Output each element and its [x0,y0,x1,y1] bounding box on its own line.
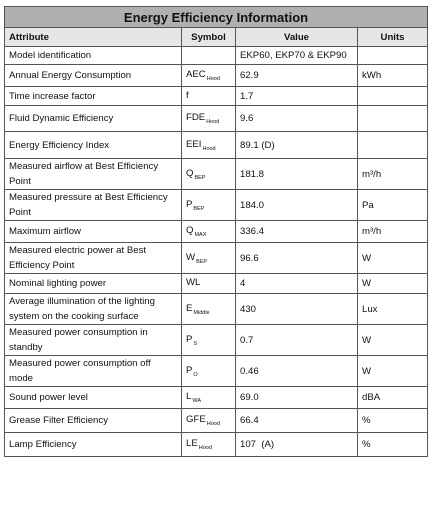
cell-attribute: Measured airflow at Best Efficiency Point [5,159,182,190]
cell-symbol [182,325,236,356]
header-attribute: Attribute [5,28,182,47]
table-body [5,47,428,457]
symbol-main: Q [186,167,194,179]
cell-units: W [358,356,428,387]
symbol-subscript: Middle [193,309,210,316]
cell-attribute: Measured pressure at Best Efficiency Point [5,190,182,221]
symbol-subscript: WA [192,398,201,404]
table-row [5,243,428,274]
cell-units: m³/h [358,221,428,243]
cell-symbol [182,243,236,274]
table-row [5,356,428,387]
header-symbol: Symbol [182,28,236,47]
symbol-main: FDE [186,112,206,123]
cell-attribute: Average illumination of the lighting system on the cooking surface [5,294,182,325]
symbol-subscript: Hood [206,119,220,125]
table-row [5,325,428,356]
cell-value: 62.9 [236,65,358,87]
cell-symbol [182,409,236,433]
symbol-subscript: BEP [194,174,206,181]
symbol-main: P [186,364,193,376]
cell-symbol [182,274,236,294]
cell-attribute: Sound power level [5,387,182,409]
cell-attribute: Measured power consumption in standby [5,325,182,356]
cell-attribute: Measured electric power at Best Efficiency Point [5,243,182,274]
cell-value: 0.46 [236,356,358,387]
header-value: Value [236,28,358,47]
table-row [5,159,428,190]
symbol-main: GFE [186,414,206,425]
cell-value: 4 [236,274,358,294]
table-row [5,294,428,325]
header-units: Units [358,28,428,47]
symbol-main: LE [186,438,198,449]
cell-value: 107 (A) [236,433,358,457]
cell-value: 336.4 [236,221,358,243]
cell-units [358,132,428,159]
cell-units: W [358,325,428,356]
cell-attribute: Annual Energy Consumption [5,65,182,87]
table-row [5,190,428,221]
cell-attribute: Model identification [5,47,182,65]
cell-units: % [358,409,428,433]
symbol-main: P [186,198,193,210]
cell-value: 66.4 [236,409,358,433]
symbol-main: Q [186,225,194,236]
cell-units: m³/h [358,159,428,190]
cell-attribute: Time increase factor [5,87,182,106]
table-row [5,387,428,409]
cell-units: Pa [358,190,428,221]
cell-symbol [182,65,236,87]
table-title: Energy Efficiency Information [5,7,428,28]
cell-symbol [182,221,236,243]
symbol-main: E [186,302,193,314]
symbol-main: W [186,251,196,263]
cell-value: 96.6 [236,243,358,274]
cell-symbol [182,87,236,106]
cell-attribute: Grease Filter Efficiency [5,409,182,433]
cell-attribute: Measured power consumption off mode [5,356,182,387]
cell-value: 0.7 [236,325,358,356]
cell-symbol [182,190,236,221]
cell-attribute: Maximum airflow [5,221,182,243]
symbol-subscript: Hood [206,76,220,82]
table-row [5,221,428,243]
symbol-subscript: BEP [196,258,208,265]
table-row [5,106,428,132]
cell-symbol [182,106,236,132]
cell-symbol [182,47,236,65]
cell-units: % [358,433,428,457]
cell-units [358,106,428,132]
cell-units: dBA [358,387,428,409]
cell-symbol [182,132,236,159]
symbol-main: WL [186,277,201,288]
cell-units: Lux [358,294,428,325]
symbol-subscript: Hood [198,445,212,451]
symbol-subscript: O [193,371,198,378]
cell-attribute: Nominal lighting power [5,274,182,294]
symbol-main: P [186,333,193,345]
cell-value: 184.0 [236,190,358,221]
cell-attribute: Fluid Dynamic Efficiency [5,106,182,132]
symbol-main: AEC [186,69,206,80]
table-row [5,132,428,159]
cell-symbol [182,294,236,325]
cell-units: W [358,274,428,294]
cell-symbol [182,387,236,409]
symbol-main: f [186,89,189,101]
table-row [5,274,428,294]
symbol-subscript: Hood [206,421,220,427]
cell-units: W [358,243,428,274]
table-row [5,47,428,65]
cell-value: 430 [236,294,358,325]
symbol-subscript: Hood [202,145,216,152]
table-row [5,409,428,433]
cell-units: kWh [358,65,428,87]
cell-value: 181.8 [236,159,358,190]
cell-units [358,87,428,106]
cell-attribute: Lamp Efficiency [5,433,182,457]
cell-value: 1.7 [236,87,358,106]
symbol-subscript: S [193,340,198,347]
cell-units [358,47,428,65]
cell-value: 89.1 (D) [236,132,358,159]
cell-value: 69.0 [236,387,358,409]
cell-symbol [182,159,236,190]
energy-efficiency-table [4,6,428,457]
cell-symbol [182,356,236,387]
symbol-subscript: MAX [194,232,207,238]
cell-symbol [182,433,236,457]
table-row [5,433,428,457]
table-row [5,65,428,87]
table-row [5,87,428,106]
cell-value: EKP60, EKP70 & EKP90 [236,47,358,65]
symbol-main: L [186,391,192,402]
symbol-subscript: BEP [193,205,205,212]
cell-attribute: Energy Efficiency Index [5,132,182,159]
cell-value: 9.6 [236,106,358,132]
energy-efficiency-table-container [4,6,427,457]
symbol-main: EEI [186,138,202,150]
